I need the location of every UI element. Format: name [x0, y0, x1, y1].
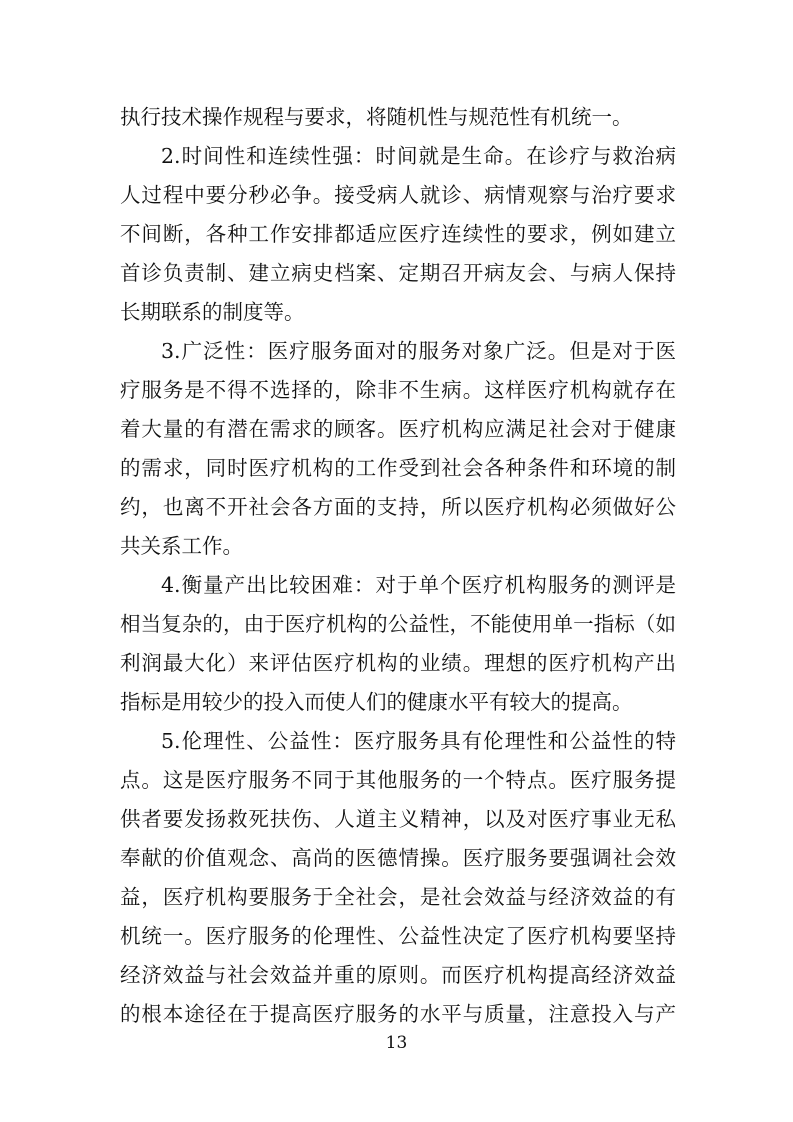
text-line: 长期联系的制度等。	[120, 300, 305, 324]
text-line: 益，医疗机构要服务于全社会，是社会效益与经济效益的有	[120, 885, 676, 909]
paragraph-4-line: 4.衡量产出比较困难：对于单个医疗机构服务的测评是	[161, 573, 676, 597]
text-line: 奉献的价值观念、高尚的医德情操。医疗服务要强调社会效	[120, 846, 676, 870]
text-line: 相当复杂的，由于医疗机构的公益性，不能使用单一指标（如	[120, 612, 676, 636]
text-line: 疗服务是不得不选择的，除非不生病。这样医疗机构就存在	[120, 378, 676, 402]
text-line: 利润最大化）来评估医疗机构的业绩。理想的医疗机构产出	[120, 651, 676, 675]
text-line: 执行技术操作规程与要求，将随机性与规范性有机统一。	[120, 105, 633, 129]
text-line: 首诊负责制、建立病史档案、定期召开病友会、与病人保持	[120, 261, 676, 285]
text-line: 点。这是医疗服务不同于其他服务的一个特点。医疗服务提	[120, 768, 676, 792]
text-line: 约，也离不开社会各方面的支持，所以医疗机构必须做好公	[120, 495, 676, 519]
text-line: 人过程中要分秒必争。接受病人就诊、病情观察与治疗要求	[120, 183, 676, 207]
text-line: 的需求，同时医疗机构的工作受到社会各种条件和环境的制	[120, 456, 676, 480]
text-line: 着大量的有潜在需求的顾客。医疗机构应满足社会对于健康	[120, 417, 676, 441]
paragraph-2-line: 2.时间性和连续性强：时间就是生命。在诊疗与救治病	[161, 144, 676, 168]
paragraph-3-line: 3.广泛性：医疗服务面对的服务对象广泛。但是对于医	[161, 339, 676, 363]
text-line: 经济效益与社会效益并重的原则。而医疗机构提高经济效益	[120, 963, 676, 987]
body-text	[120, 98, 676, 1034]
text-line: 共关系工作。	[120, 534, 243, 558]
page-number: 13	[385, 1033, 408, 1053]
text-line: 供者要发扬救死扶伤、人道主义精神，以及对医疗事业无私	[120, 807, 676, 831]
text-line: 的根本途径在于提高医疗服务的水平与质量，注意投入与产	[120, 1002, 676, 1026]
paragraph-5-line: 5.伦理性、公益性：医疗服务具有伦理性和公益性的特	[161, 729, 676, 753]
text-line: 机统一。医疗服务的伦理性、公益性决定了医疗机构要坚持	[120, 924, 676, 948]
text-line: 不间断，各种工作安排都适应医疗连续性的要求，例如建立	[120, 222, 676, 246]
text-line: 指标是用较少的投入而使人们的健康水平有较大的提高。	[120, 690, 633, 714]
